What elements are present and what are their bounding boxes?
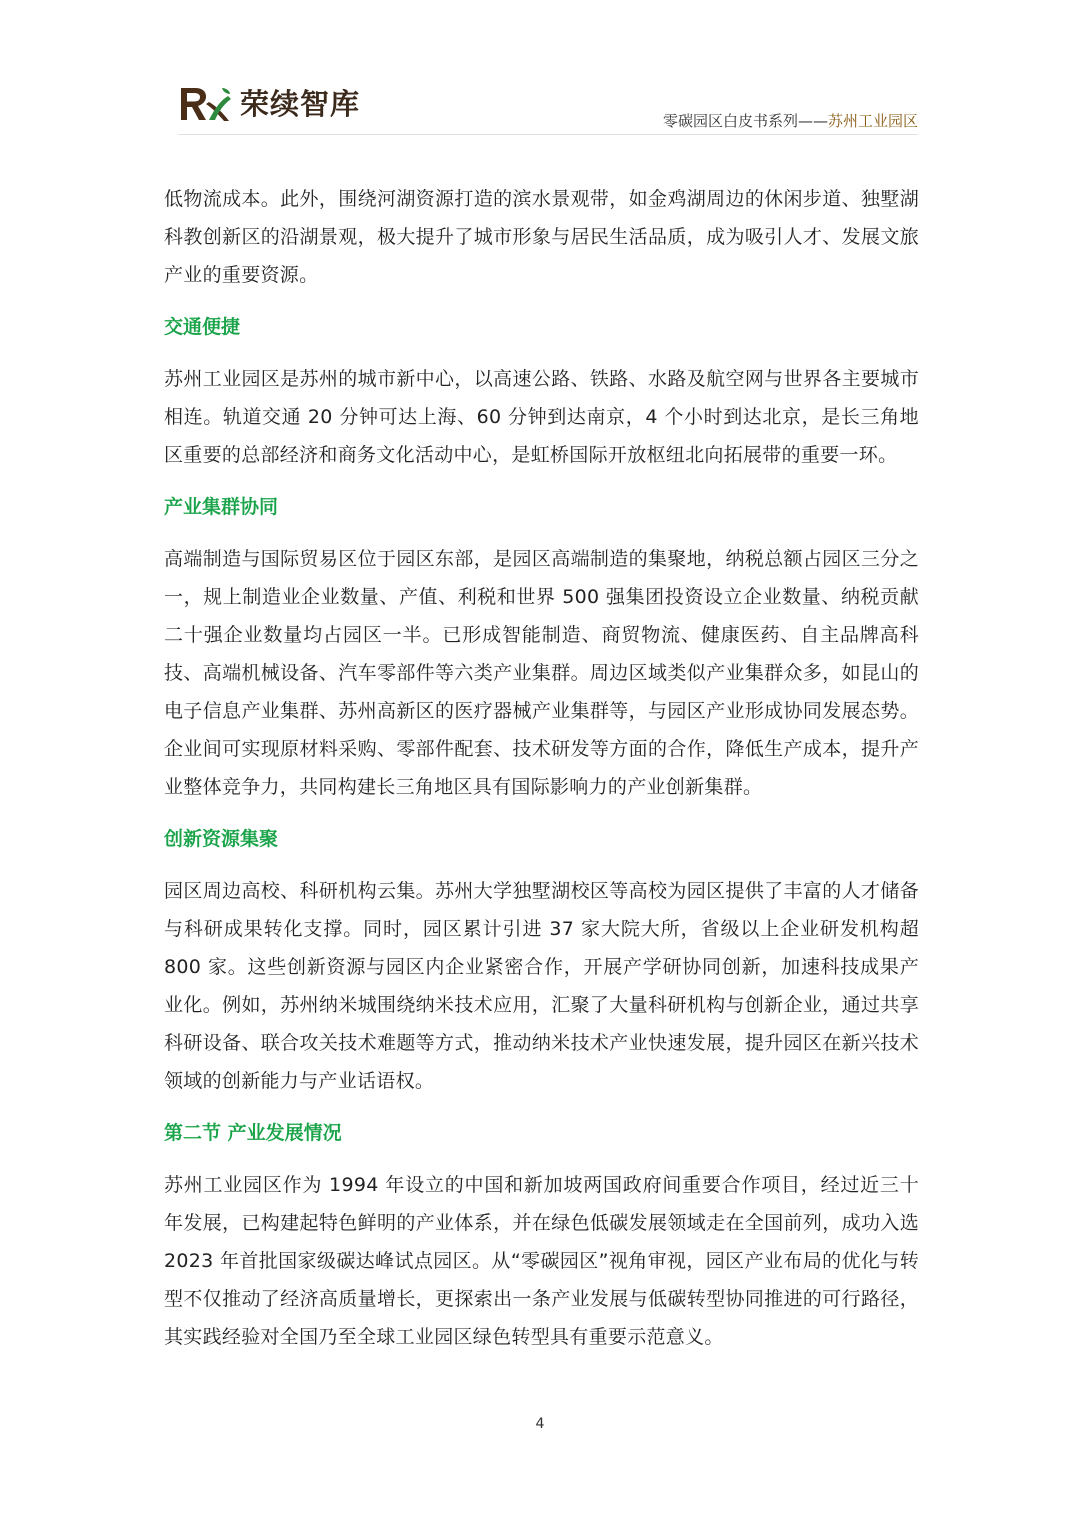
paragraph: 高端制造与国际贸易区位于园区东部，是园区高端制造的集聚地，纳税总额占园区三分之一，规上制造业企业数量、产值、利税和世界 500 强集团投资设立企业数量、纳税贡献二十强企业数量均占园区一半。已形成智能制造、商贸物流、健康医药、自主品牌高科技、高端机械设备、汽车零部件等六类产业集群。周边区域类似产业集群众多，如昆山的电子信息产业集群、苏州高新区的医疗器械产业集群等，与园区产业形成协同发展态势。企业间可实现原材料采购、零部件配套、技术研发等方面的合作，降低生产成本，提升产业整体竞争力，共同构建长三角地区具有国际影响力的产业创新集群。 xyxy=(164,548,919,798)
series-title xyxy=(663,110,918,132)
brand-logo xyxy=(178,84,360,124)
section-heading-innovation: 创新资源集聚 xyxy=(164,828,279,850)
rx-logo-icon xyxy=(178,84,232,124)
section-heading-transportation: 交通便捷 xyxy=(164,316,241,338)
section-heading-industry-development: 第二节 产业发展情况 xyxy=(164,1122,342,1144)
brand-name: 荣续智库 xyxy=(240,87,361,121)
series-title-text: 零碳园区白皮书系列—— xyxy=(662,112,828,130)
paragraph: 苏州工业园区是苏州的城市新中心，以高速公路、铁路、水路及航空网与世界各主要城市相连。轨道交通 20 分钟可达上海、60 分钟到达南京，4 个小时到达北京，是长三角地区重要的总部经济和商务文化活动中心，是虹桥国际开放枢纽北向拓展带的重要一环。 xyxy=(164,368,919,466)
section-heading-industry-cluster: 产业集群协同 xyxy=(164,496,279,518)
main-content xyxy=(164,180,919,1356)
paragraph: 低物流成本。此外，围绕河湖资源打造的滨水景观带，如金鸡湖周边的休闲步道、独墅湖科教创新区的沿湖景观，极大提升了城市形象与居民生活品质，成为吸引人才、发展文旅产业的重要资源。 xyxy=(164,188,919,286)
page-number: 4 xyxy=(535,1416,545,1432)
header-divider xyxy=(178,134,918,135)
paragraph: 苏州工业园区作为 1994 年设立的中国和新加坡两国政府间重要合作项目，经过近三十年发展，已构建起特色鲜明的产业体系，并在绿色低碳发展领域走在全国前列，成功入选 2023 年首批国家级碳达峰试点园区。从“零碳园区”视角审视，园区产业布局的优化与转型不仅推动了经济高质量增长，更探索出一条产业发展与低碳转型协同推进的可行路径，其实践经验对全国乃至全球工业园区绿色转型具有重要示范意义。 xyxy=(164,1174,919,1348)
paragraph: 园区周边高校、科研机构云集。苏州大学独墅湖校区等高校为园区提供了丰富的人才储备与科研成果转化支撑。同时，园区累计引进 37 家大院大所，省级以上企业研发机构超 800 家。这些创新资源与园区内企业紧密合作，开展产学研协同创新，加速科技成果产业化。例如，苏州纳米城围绕纳米技术应用，汇聚了大量科研机构与创新企业，通过共享科研设备、联合攻关技术难题等方式，推动纳米技术产业快速发展，提升园区在新兴技术领域的创新能力与产业话语权。 xyxy=(164,880,919,1092)
park-name: 苏州工业园区 xyxy=(827,112,918,130)
